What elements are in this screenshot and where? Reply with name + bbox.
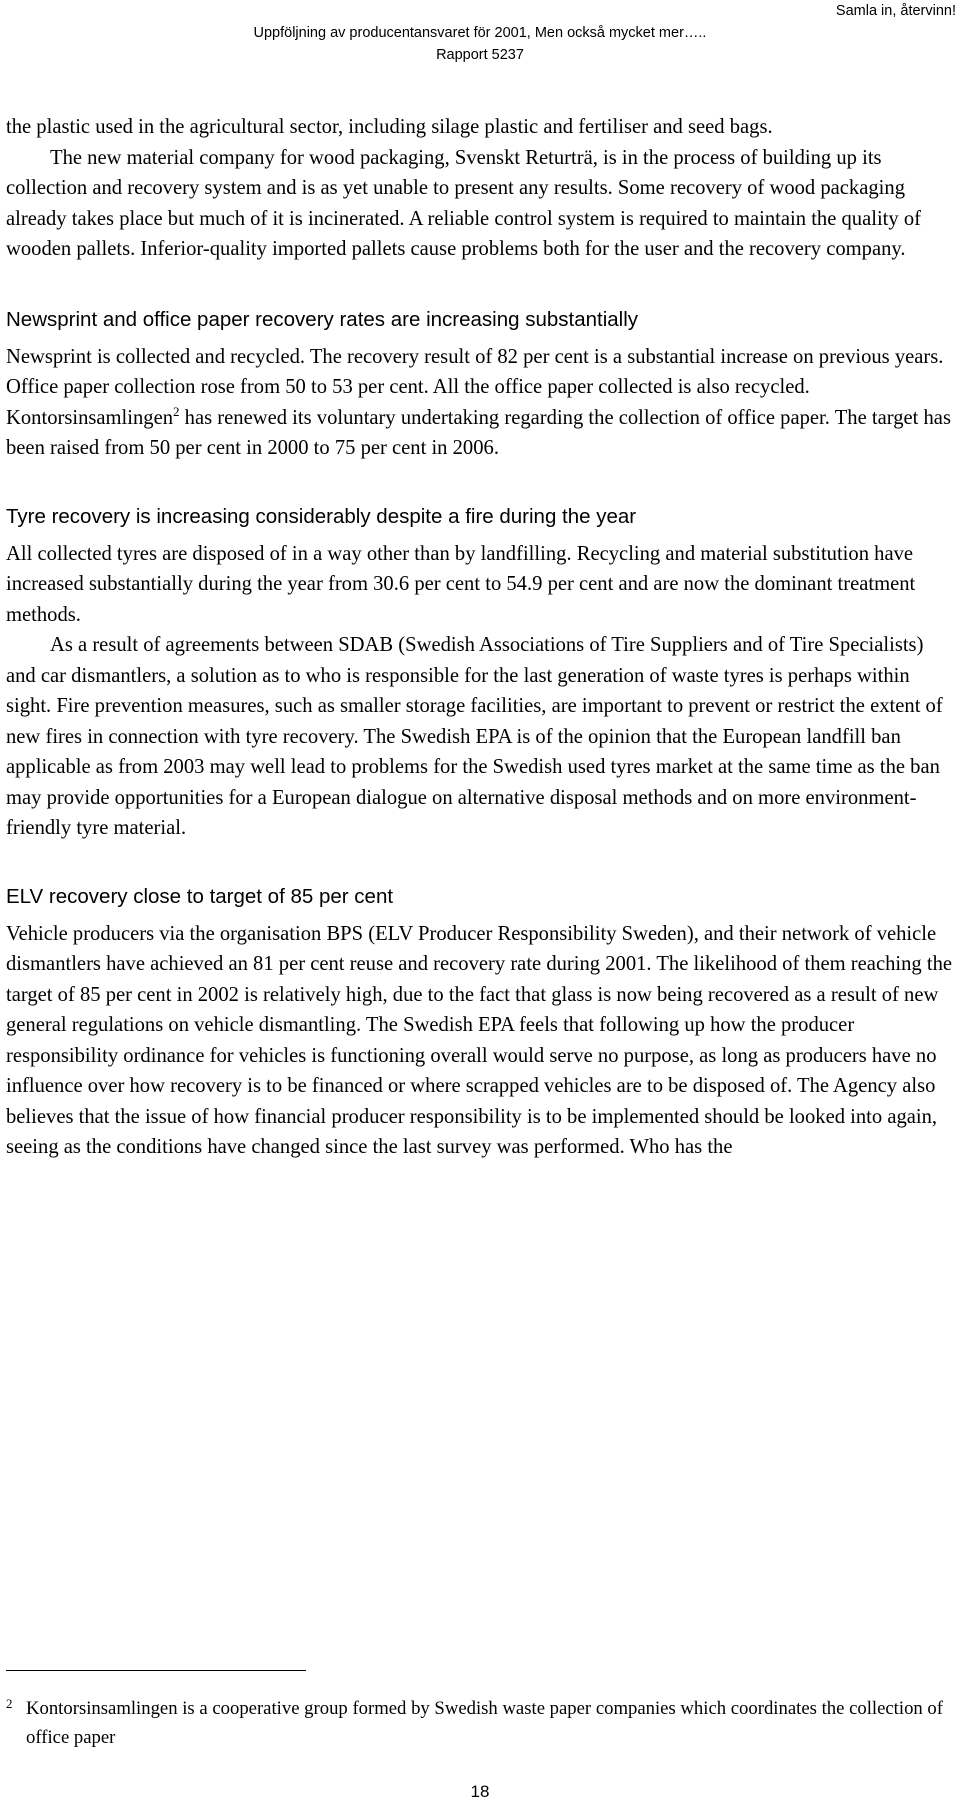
newsprint-paragraph (6, 342, 956, 464)
tyre-paragraph-2: As a result of agreements between SDAB (Swedish Associations of Tire Suppliers and of Tire Specialists) and car dismantlers, a solution as to who is responsible for the last generation of waste tyres is perhaps within sight. Fire prevention measures, such as smaller storage facilities, are important to prevent or restrict the extent of new fires in connection with tyre recovery. The Swedish EPA is of the opinion that the European landfill ban applicable as from 2003 may well lead to problems for the Swedish used tyres market at the same time as the ban may provide opportunities for a European dialogue on alternative disposal methods and on more environment-friendly tyre material. (6, 634, 943, 839)
newsprint-text-part-2: has renewed its voluntary undertaking regarding the collection of office paper. The target has been raised from 50 per cent in 2000 to 75 per cent in 2006. (6, 406, 951, 459)
footnote (6, 1694, 956, 1752)
intro-paragraph-1: the plastic used in the agricultural sector, including silage plastic and fertiliser and seed bags. (6, 116, 773, 138)
footnote-number: 2 (6, 1696, 13, 1711)
heading-newsprint: Newsprint and office paper recovery rates are increasing substantially (6, 307, 639, 331)
running-header (0, 0, 960, 66)
elv-paragraph-1: Vehicle producers via the organisation BPS (ELV Producer Responsibility Sweden), and their network of vehicle dismantlers have achieved an 81 per cent reuse and recovery rate during 2001. The likelihood of them reaching the target of 85 per cent in 2002 is relatively high, due to the fact that glass is now being recovered as a result of new general regulations on vehicle dismantling. The Swedish EPA feels that following up how the producer responsibility ordinance for vehicles is functioning overall would serve no purpose, as long as producers have no influence over how recovery is to be financed or where scrapped vehicles are to be disposed of. The Agency also believes that the issue of how financial producer responsibility is to be implemented should be looked into again, seeing as the conditions have changed since the last survey was performed. Who has the (6, 922, 953, 1158)
heading-tyre: Tyre recovery is increasing considerably despite a fire during the year (6, 504, 637, 528)
heading-elv: ELV recovery close to target of 85 per cent (6, 884, 394, 908)
footnote-text: Kontorsinsamlingen is a cooperative group formed by Swedish waste paper companies which coordinates the collection of office paper (26, 1698, 943, 1748)
tyre-paragraph-1: All collected tyres are disposed of in a way other than by landfilling. Recycling and material substitution have increased substantially during the year from 30.6 per cent to 54.9 per cent and are now the dominant treatment methods. (6, 542, 916, 626)
header-report-number: Rapport 5237 (436, 47, 524, 63)
newsprint-text-part-1: Newsprint is collected and recycled. The recovery result of 82 per cent is a substantial increase on previous years. Office paper collection rose from 50 to 53 per cent. All the office paper collected is also recycled. Kontorsinsamlingen (6, 345, 944, 429)
footnote-reference: 2 (173, 403, 180, 419)
header-subtitle: Uppföljning av producentansvaret för 2001, Men också mycket mer….. (253, 25, 707, 41)
body-text (6, 112, 956, 1163)
page-number: 18 (470, 1782, 490, 1801)
intro-paragraph-2: The new material company for wood packaging, Svenskt Returträ, is in the process of building up its collection and recovery system and is as yet unable to present any results. Some recovery of wood packaging already takes place but much of it is incinerated. A reliable control system is required to maintain the quality of wooden pallets. Inferior-quality imported pallets cause problems both for the user and the recovery company. (6, 146, 922, 260)
footnote-divider (6, 1670, 306, 1671)
header-title: Samla in, återvinn! (835, 3, 956, 19)
